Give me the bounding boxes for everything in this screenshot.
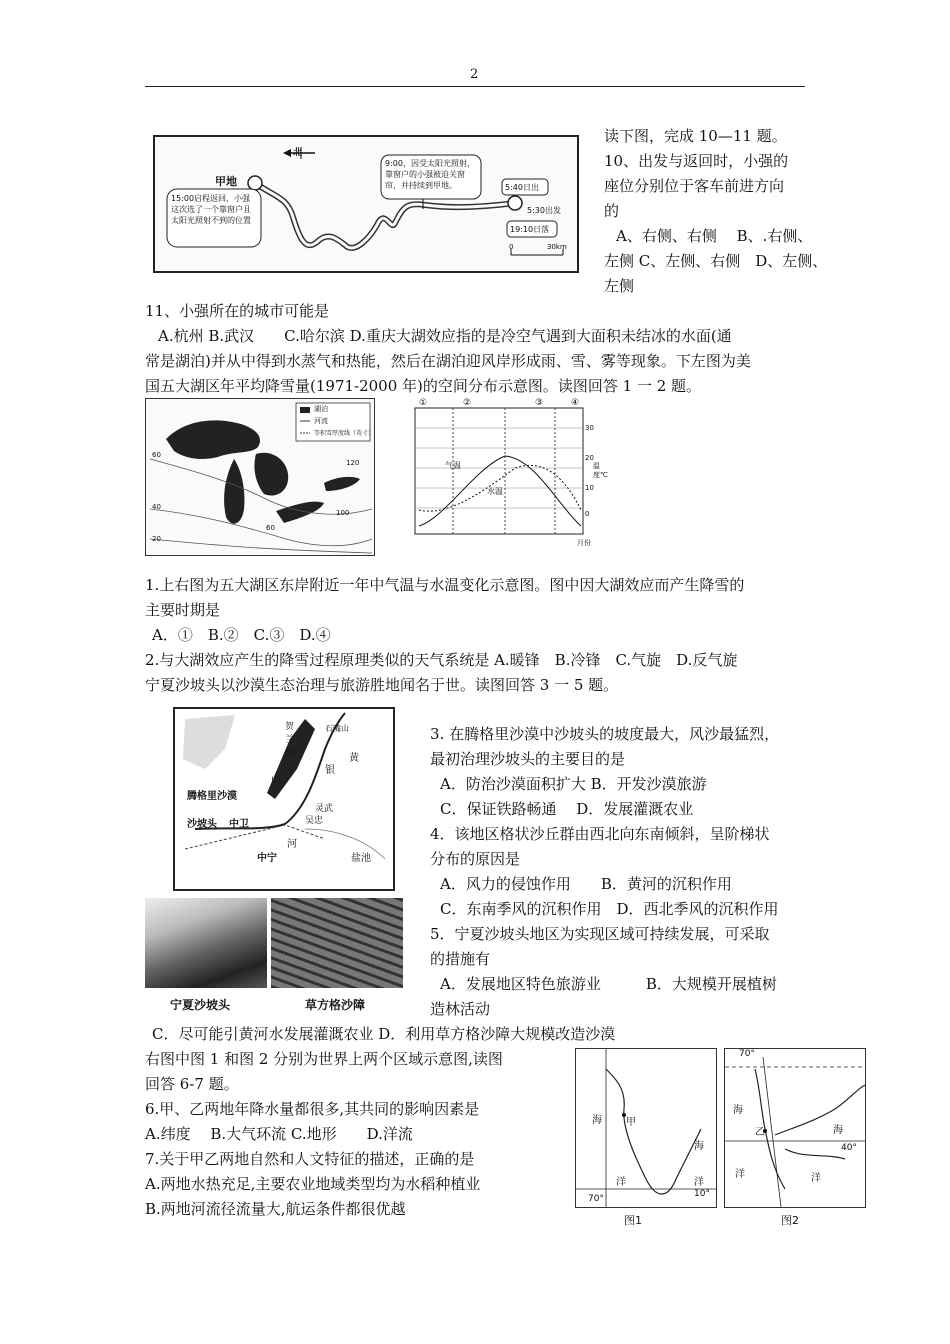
q4-line1: 4．该地区格状沙丘群由西北向东南倾斜，呈阶梯状 <box>430 825 770 843</box>
q10-line3: 的 <box>604 202 620 220</box>
q1-line1: 1.上右图为五大湖区东岸附近一年中气温与水温变化示意图。图中因大湖效应而产生降雪的 <box>145 576 745 594</box>
sunrise-label: 5:40日出 <box>505 183 539 192</box>
q3-options-2: C．保证铁路畅通 D．发展灌溉农业 <box>440 800 694 818</box>
q10-options-1: A、右侧、右侧 B、.右侧、 <box>616 227 813 245</box>
q5-line1: 5．宁夏沙坡头地区为实现区域可持续发展，可采取 <box>430 925 770 943</box>
marker-1: ① <box>419 398 428 408</box>
q4-options-2: C．东南季风的沉积作用 D．西北季风的沉积作用 <box>440 900 779 918</box>
ningxia-map <box>173 707 395 891</box>
q6-intro-1: 右图中图 1 和图 2 分别为世界上两个区域示意图,读图 <box>145 1050 503 1068</box>
fig2-sea-label: 海 <box>733 1105 743 1116</box>
lake-huron <box>254 453 288 496</box>
iso-label-100: 100 <box>336 509 350 517</box>
ytick-10: 10 <box>585 484 594 492</box>
q3-line2: 最初治理沙坡头的主要目的是 <box>430 750 626 768</box>
q5-options-2: 造林活动 <box>430 1000 491 1018</box>
north-arrow-icon <box>283 149 291 157</box>
ylabel: 温度℃ <box>593 462 608 479</box>
marker-2: ② <box>463 398 472 408</box>
iso-label-120: 120 <box>346 459 360 467</box>
q3-line1: 3. 在腾格里沙漠中沙坡头的坡度最大，风沙最猛烈， <box>430 725 780 743</box>
temp-chart <box>405 398 608 554</box>
ytick-0: 0 <box>585 510 590 518</box>
fig1-sea-label: 海 <box>592 1115 602 1126</box>
temp-chart-svg <box>405 398 608 554</box>
fig1-ocean2-label: 洋 <box>694 1177 704 1188</box>
fig1-sea2-label: 海 <box>694 1141 704 1152</box>
fig1-ocean-label: 洋 <box>616 1177 626 1188</box>
q10-line1: 10、出发与返回时，小强的 <box>604 152 789 170</box>
fig1-lon-label: 70° <box>588 1194 604 1204</box>
q6-options: A.纬度 B.大气环流 C.地形 D.洋流 <box>145 1125 413 1143</box>
depart-label: 5:30出发 <box>527 206 561 215</box>
page-number: 2 <box>470 67 479 82</box>
fig2-ocean2-label: 洋 <box>811 1173 821 1184</box>
label-zhongning: 中宁 <box>257 853 277 864</box>
fig2-sea2-label: 海 <box>833 1125 843 1136</box>
q7-option-b: B.两地河流径流量大,航运条件都很优越 <box>145 1200 406 1218</box>
label-shapotou: 沙坡头 <box>187 819 217 830</box>
fig2-yi-label: 乙 <box>755 1127 765 1138</box>
scale-30km: 30km <box>547 243 567 251</box>
desert-dots-area <box>183 715 235 769</box>
marker-3: ③ <box>535 398 544 408</box>
fig2-lat-label: 40° <box>841 1143 857 1153</box>
ytick-30: 30 <box>585 424 594 432</box>
fig1-caption: 图1 <box>624 1214 642 1227</box>
q5-line2: 的措施有 <box>430 950 491 968</box>
iso-label-20: 20 <box>152 535 161 543</box>
q11-options: A.杭州 B.武汉 C.哈尔滨 D.重庆大湖效应指的是冷空气遇到大面积未结冰的水面(通 <box>158 327 732 345</box>
label-helan: 贺兰山 <box>285 722 295 758</box>
iso-label-60: 60 <box>152 451 161 459</box>
label-lingwu: 灵武 <box>315 804 334 814</box>
fig2-caption: 图2 <box>781 1214 799 1227</box>
q10-line2: 座位分别位于客车前进方向 <box>604 177 785 195</box>
legend-lake-label: 湖泊 <box>314 405 328 413</box>
water-label: 水温 <box>487 487 503 496</box>
q10-options-2: 左侧 C、左侧、右侧 D、左侧、 <box>604 252 828 270</box>
caption-shapotou: 宁夏沙坡头 <box>170 998 231 1012</box>
fig1-lat-label: 10° <box>694 1189 710 1199</box>
boundary <box>305 829 385 859</box>
home-city-marker <box>508 196 522 210</box>
route-map-figure <box>153 135 579 273</box>
chart-frame <box>415 408 583 534</box>
q2-line1: 2.与大湖效应产生的降雪过程原理类似的天气系统是 A.暖锋 B.冷锋 C.气旋 D.反气旋 <box>145 651 738 669</box>
marker-4: ④ <box>571 398 580 408</box>
north-label: 北 <box>293 148 303 158</box>
label-yin: 银 <box>325 765 335 776</box>
label-zhongwei: 中卫 <box>229 819 249 830</box>
morning-note: 9:00，因受太阳光照射，靠窗户的小强被迫关窗帘，并持续到甲地。 <box>385 159 475 190</box>
sunset-label: 19:10日落 <box>510 225 550 234</box>
scale-zero: 0 <box>509 243 514 251</box>
place-jia-marker <box>248 176 262 190</box>
q10-intro: 读下图，完成 10—11 题。 <box>604 127 787 145</box>
lake-effect-line3: 国五大湖区年平均降雪量(1971-2000 年)的空间分布示意图。读图回答 1 一 2 题。 <box>145 377 702 395</box>
q7-option-a: A.两地水热充足,主要农业地域类型均为水稻种植业 <box>145 1175 481 1193</box>
caption-grass-grid: 草方格沙障 <box>305 998 366 1012</box>
header-rule <box>145 86 805 87</box>
legend-lake-swatch <box>300 407 310 413</box>
q2-line2: 宁夏沙坡头以沙漠生态治理与旅游胜地闻名于世。读图回答 3 一 5 题。 <box>145 676 619 694</box>
shapotou-photo <box>145 898 267 988</box>
ytick-20: 20 <box>585 454 594 462</box>
fig2-svg <box>725 1049 865 1207</box>
label-huang: 黄 <box>349 753 359 764</box>
q1-options: A．① B.② C.③ D.④ <box>152 626 331 644</box>
q4-options-1: A．风力的侵蚀作用 B．黄河的沉积作用 <box>440 875 732 893</box>
legend-river-label: 河流 <box>314 417 328 425</box>
label-he: 河 <box>287 839 297 850</box>
fig2-lon-label: 70° <box>739 1049 755 1059</box>
iso-label-60b: 60 <box>266 524 275 532</box>
q6-intro-2: 回答 6-7 题。 <box>145 1075 239 1093</box>
world-map-fig1 <box>575 1048 717 1208</box>
legend-iso-label: 等积雪厚度线（英寸） <box>314 430 375 437</box>
q4-line2: 分布的原因是 <box>430 850 521 868</box>
q10-options-3: 左侧 <box>604 277 635 295</box>
great-lakes-svg <box>146 399 374 555</box>
lake-effect-line2: 常是湖泊)并从中得到水蒸气和热能，然后在湖泊迎风岸形成雨、雪、雾等现象。下左图为美 <box>145 352 751 370</box>
fig2-ocean-label: 洋 <box>735 1169 745 1180</box>
label-shan: 山 <box>271 775 281 786</box>
lake-ontario <box>324 477 360 491</box>
lake-michigan <box>224 459 244 524</box>
place-jia-label: 甲地 <box>215 175 237 188</box>
fig1-jia-label: 甲 <box>626 1117 636 1128</box>
return-note: 15:00启程返回，小强这次选了一个靠窗户且太阳光照射不到的位置 <box>171 194 251 225</box>
label-yanchi: 盐池 <box>351 853 371 864</box>
iso-label-40: 40 <box>152 503 161 511</box>
world-map-fig2 <box>724 1048 866 1208</box>
q3-options-1: A．防治沙漠面积扩大 B．开发沙漠旅游 <box>440 775 707 793</box>
q5-options-1: A．发展地区特色旅游业 B．大规模开展植树 <box>440 975 777 993</box>
q5-options-3: C．尽可能引黄河水发展灌溉农业 D．利用草方格沙障大规模改造沙漠 <box>152 1025 616 1043</box>
great-lakes-map <box>145 398 375 556</box>
q11-stem: 11、小强所在的城市可能是 <box>145 302 330 320</box>
air-label: 气温 <box>445 461 461 470</box>
lake-superior <box>166 420 260 459</box>
label-tengger: 腾格里沙漠 <box>187 791 237 802</box>
grass-grid-photo <box>271 898 403 988</box>
q1-line2: 主要时期是 <box>145 601 221 619</box>
q6-stem: 6.甲、乙两地年降水量都很多,其共同的影响因素是 <box>145 1100 480 1118</box>
xlabel: 月份 <box>577 539 591 547</box>
lake-erie <box>276 502 324 523</box>
label-shizuishan: 石嘴山 <box>325 724 349 733</box>
q7-stem: 7.关于甲乙两地自然和人文特征的描述，正确的是 <box>145 1150 475 1168</box>
label-wuzhong: 吴忠 <box>305 816 324 826</box>
